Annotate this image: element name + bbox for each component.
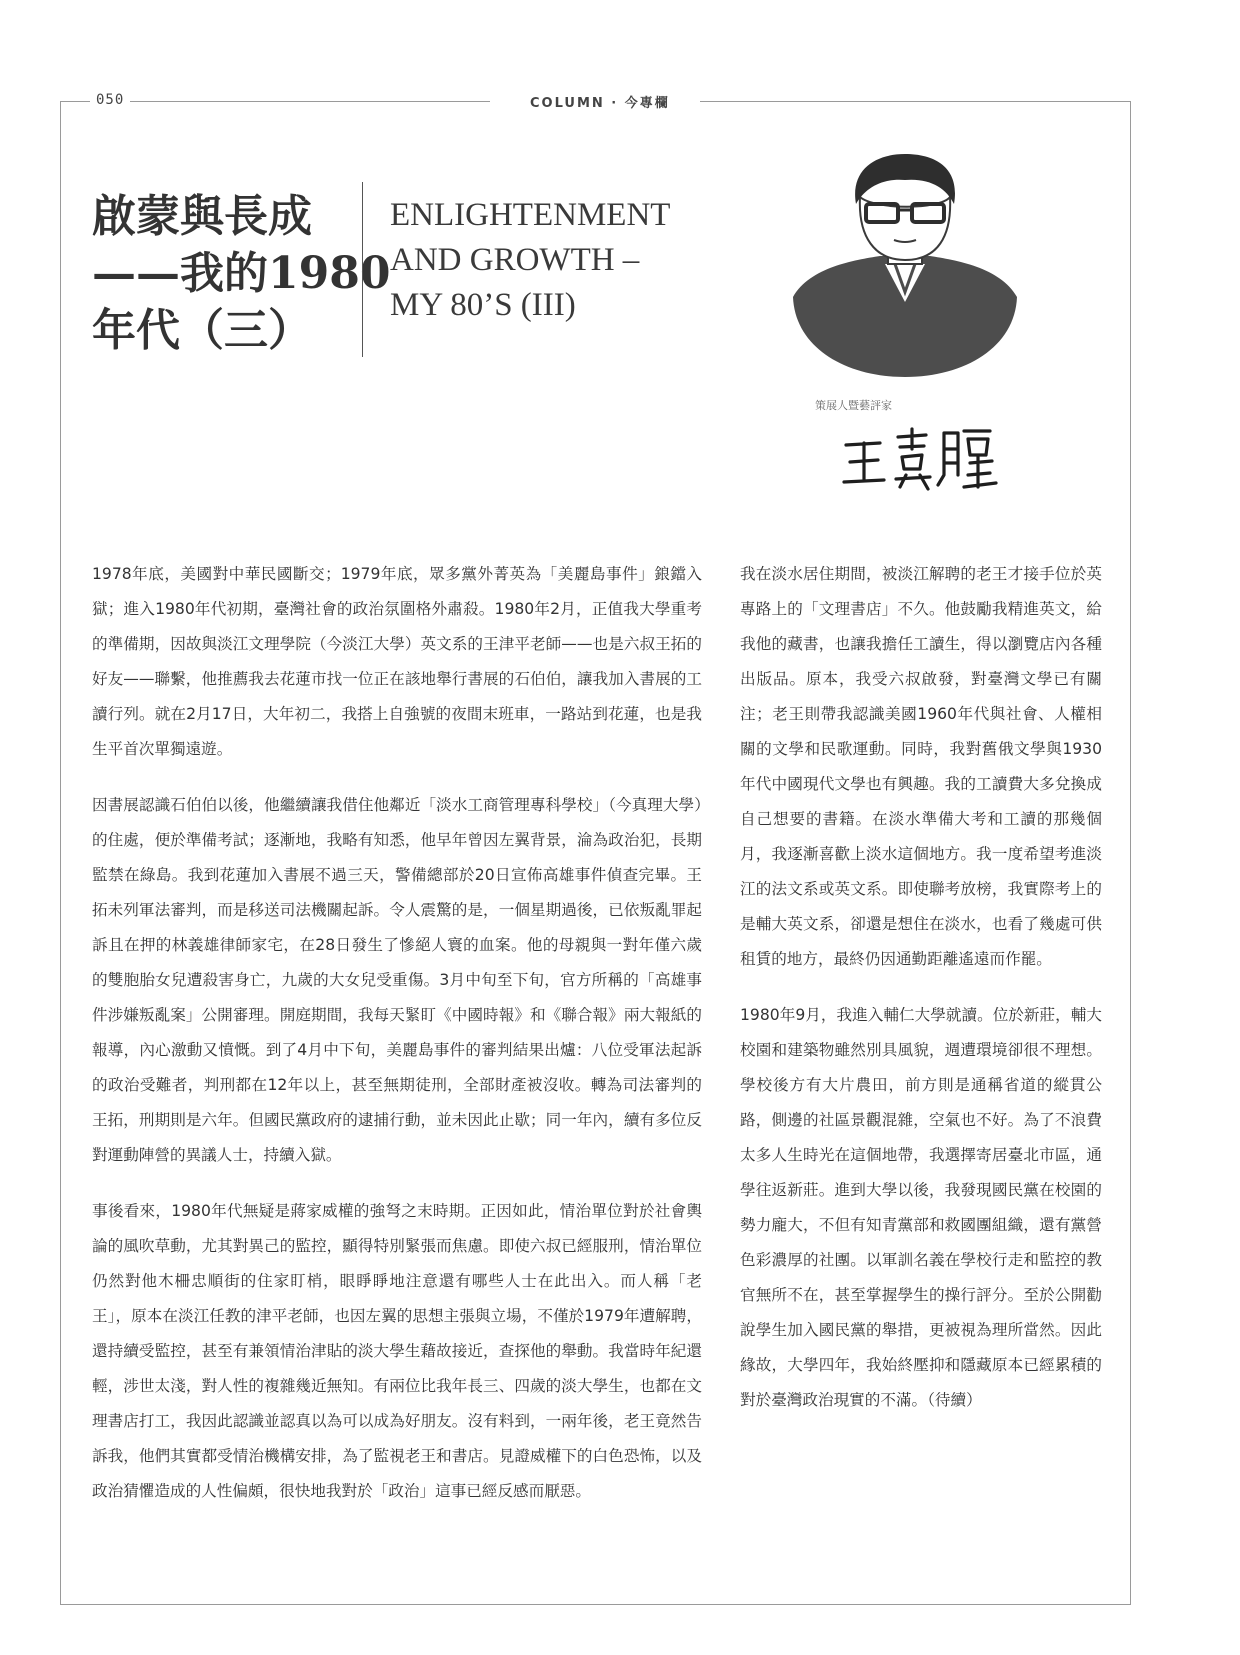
section-label: COLUMN · 今專欄 [520,92,680,111]
portrait-face [860,197,950,260]
portrait-hair [855,154,955,204]
body-paragraph: 事後看來，1980年代無疑是蔣家威權的強弩之末時期。正因如此，情治單位對於社會輿論的風吹草動，尤其對異己的監控，顯得特別緊張而焦慮。即使六叔已經服刑，情治單位仍然對他木柵忠順街的住家盯梢，眼睜睜地注意還有哪些人士在此出入。而人稱「老王」，原本在淡江任教的津平老師，也因左翼的思想主張與立場，不僅於1979年遭解聘，還持續受監控，甚至有兼領情治津貼的淡大學生藉故接近，查探他的舉動。我當時年紀還輕，涉世太淺，對人性的複雜幾近無知。有兩位比我年長三、四歲的淡大學生，也都在文理書店打工，我因此認識並認真以為可以成為好朋友。沒有料到，一兩年後，老王竟然告訴我，他們其實都受情治機構安排，為了監視老王和書店。見證威權下的白色恐怖，以及政治猜懼造成的人性偏頗，很快地我對於「政治」這事已經反感而厭惡。 [92,1202,702,1500]
chinese-title [92,188,391,359]
body-paragraph: 1978年底，美國對中華民國斷交；1979年底，眾多黨外菁英為「美麗島事件」鋃鐺入獄；進入1980年代初期，臺灣社會的政治氛圍格外肅殺。1980年2月，正值我大學重考的準備期，因故與淡江文理學院（今淡江大學）英文系的王津平老師——也是六叔王拓的好友——聯繫，他推薦我去花蓮市找一位正在該地舉行書展的石伯伯，讓我加入書展的工讀行列。就在2月17日，大年初二，我搭上自強號的夜間末班車，一路站到花蓮，也是我生平首次單獨遠遊。 [92,565,702,758]
body-column-left [92,557,702,1530]
title-divider [362,182,363,357]
body-paragraph: 因書展認識石伯伯以後，他繼續讓我借住他鄰近「淡水工商管理專科學校」（今真理大學）的住處，便於準備考試；逐漸地，我略有知悉，他早年曾因左翼背景，淪為政治犯，長期監禁在綠島。我到花蓮加入書展不過三天，警備總部於20日宣佈高雄事件偵查完畢。王拓未列軍法審判，而是移送司法機關起訴。令人震驚的是，一個星期過後，已依叛亂罪起訴且在押的林義雄律師家宅，在28日發生了慘絕人寰的血案。他的母親與一對年僅六歲的雙胞胎女兒遭殺害身亡，九歲的大女兒受重傷。3月中旬至下旬，官方所稱的「高雄事件涉嫌叛亂案」公開審理。開庭期間，我每天緊盯《中國時報》和《聯合報》兩大報紙的報導，內心激動又憤慨。到了4月中下旬，美麗島事件的審判結果出爐：八位受軍法起訴的政治受難者，判刑都在12年以上，甚至無期徒刑，全部財產被沒收。轉為司法審判的王拓，刑期則是六年。但國民黨政府的逮捕行動，並未因此止歇；同一年內，續有多位反對運動陣營的異議人士，持續入獄。 [92,796,702,1164]
chinese-title-line: 啟蒙與長成 [92,191,312,242]
chinese-title-line: ——我的1980 [92,248,391,299]
body-paragraph: 1980年9月，我進入輔仁大學就讀。位於新莊，輔大校園和建築物雖然別具風貌，週遭環境卻很不理想。學校後方有大片農田，前方則是通稱省道的縱貫公路，側邊的社區景觀混雜，空氣也不好。為了不浪費太多人生時光在這個地帶，我選擇寄居臺北市區，通學往返新莊。進到大學以後，我發現國民黨在校園的勢力龐大，不但有知青黨部和救國團組織，還有黨營色彩濃厚的社團。以軍訓名義在學校行走和監控的教官無所不在，甚至掌握學生的操行評分。至於公開勸說學生加入國民黨的舉措，更被視為理所當然。因此緣故，大學四年，我始終壓抑和隱藏原本已經累積的對於臺灣政治現實的不滿。（待續） [740,1006,1102,1409]
author-signature [840,425,1000,495]
body-column-right [740,557,1102,1439]
author-role: 策展人暨藝評家 [815,399,892,412]
body-paragraph: 我在淡水居住期間，被淡江解聘的老王才接手位於英專路上的「文理書店」不久。他鼓勵我精進英文，給我他的藏書，也讓我擔任工讀生，得以瀏覽店內各種出版品。原本，我受六叔啟發，對臺灣文學已有關注；老王則帶我認識美國1960年代與社會、人權相關的文學和民歌運動。同時，我對舊俄文學與1930年代中國現代文學也有興趣。我的工讀費大多兌換成自己想要的書籍。在淡水準備大考和工讀的那幾個月，我逐漸喜歡上淡水這個地方。我一度希望考進淡江的法文系或英文系。即使聯考放榜，我實際考上的是輔大英文系，卻還是想住在淡水，也看了幾處可供租賃的地方，最終仍因通勤距離遙遠而作罷。 [740,565,1102,968]
english-title [390,193,690,328]
header-rule-right [700,101,1131,102]
english-title-line: AND GROWTH – [390,242,640,278]
english-title-line: MY 80’S (III) [390,287,576,323]
running-header [60,90,1131,112]
english-title-line: ENLIGHTENMENT [390,197,671,233]
chinese-title-line: 年代（三） [92,305,312,356]
author-portrait [790,152,1020,382]
page-number: 050 [90,92,130,108]
